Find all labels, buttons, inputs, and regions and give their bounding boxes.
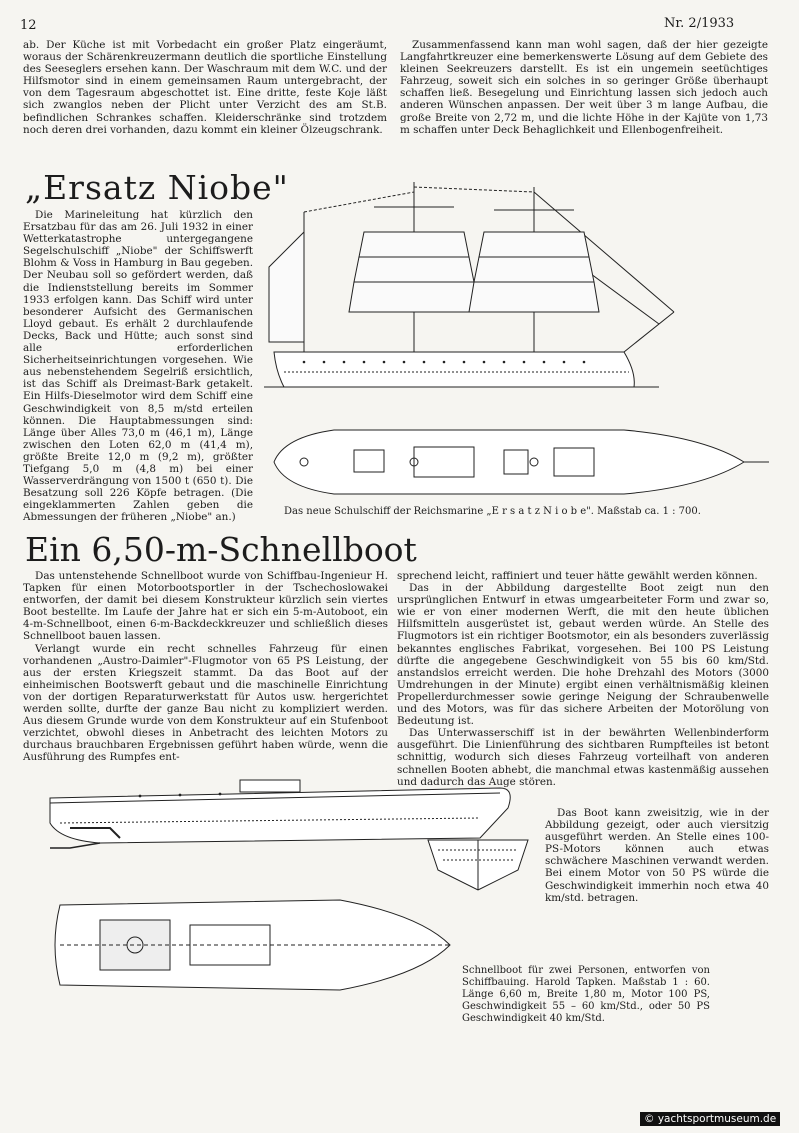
schnellboot-left-text — [23, 570, 388, 764]
paragraph: sprechend leicht, raffiniert und teuer hätte gewählt werden können. — [397, 570, 758, 582]
schnellboot-right-text — [397, 570, 769, 788]
schnellboot-title: Ein 6,50-m-Schnellboot — [25, 530, 417, 569]
paragraph: Das Unterwasserschiff ist in der bewährten Wellenbinderform ausgeführt. Die Linienführung des sichtbaren Rumpfteiles ist betont schnittig, wodurch sich dieses Fahrzeug vorteilhaft von anderen schnellen Booten abhebt, die manchmal etwas kastenmäßig aussehen und dadurch das Auge stören. — [397, 727, 769, 788]
niobe-title: „Ersatz Niobe" — [25, 168, 289, 207]
schnellboot-right-text-end: Das Boot kann zweisitzig, wie in der Abbildung gezeigt, oder auch viersitzig ausgeführt werden. An Stelle eines 100-PS-Motors können auch etwas schwächere Maschinen verwandt werden. Bei einem Motor von 50 PS würde die Geschwindigkeit immerhin noch etwa 40 km/std. betragen. — [545, 807, 769, 904]
paragraph: Das untenstehende Schnellboot wurde von Schiffbau-Ingenieur H. Tapken für einen Motorbootsportler in der Tschechoslowakei entworfen, der damit bei diesem Konstrukteur kürzlich sein viertes Boot bestellte. Im Laufe der Jahre hat er sich ein 5-m-Autoboot, ein 4-m-Schnellboot, einen 6-m-Backdeckkreuzer und schließlich dieses Schnellboot bauen lassen. — [23, 570, 388, 643]
top-right-text: Zusammenfassend kann man wohl sagen, daß der hier gezeigte Langfahrtkreuzer eine bemerkenswerte Lösung auf dem Gebiete des kleinen Seekreuzers darstellt. Es ist ein ungemein seetüchtiges Fahrzeug, soweit sich ein solches in so geringer Größe überhaupt schaffen ließ. Besegelung und Einrichtung lassen sich jedoch auch anderen Wünschen anpassen. Der weit über 3 m lange Aufbau, die große Breite von 2,72 m, und die lichte Höhe in der Kajüte von 1,73 m schaffen unter Deck Behaglichkeit und Ellenbogenfreiheit. — [400, 39, 768, 136]
ship-sail-plan-drawing — [264, 172, 774, 512]
issue-number: Nr. 2/1933 — [664, 16, 735, 31]
niobe-caption: Das neue Schulschiff der Reichsmarine „E r s a t z N i o b e". Maßstab ca. 1 : 700. — [284, 506, 701, 517]
page-number: 12 — [20, 18, 37, 33]
niobe-text: Die Marineleitung hat kürzlich den Ersatzbau für das am 26. Juli 1932 in einer Wetterkatastrophe untergegangene Segelschulschiff „Niobe" der Schiffswerft Blohm & Voss in Hamburg in Bau gegeben. Der Neubau soll so gefördert werden, daß die Indienststellung bereits im Sommer 1933 erfolgen kann. Das Schiff wird unter besonderer Aufsicht des Germanischen Lloyd gebaut. Es erhält 2 durchlaufende Decks, Back und Hütte; auch sonst sind alle erforderlichen Sicherheitseinrichtungen vorgesehen. Wie aus nebenstehendem Segelriß ersichtlich, ist das Schiff als Dreimast-Bark getakelt. Ein Hilfs-Dieselmotor wird dem Schiff eine Geschwindigkeit von 8,5 m/std erteilen können. Die Hauptabmessungen sind: Länge über Alles 73,0 m (46,1 m), Länge zwischen den Loten 62,0 m (41,4 m), größte Breite 12,0 m (9,2 m), größter Tiefgang 5,0 m (4,8 m) bei einer Wasserverdrängung von 1500 t (650 t). Die Besatzung soll 226 Köpfe betragen. (Die eingeklammerten Zahlen geben die Abmessungen der früheren „Niobe" an.) — [23, 209, 253, 524]
boat-plan-view-drawing — [40, 885, 460, 1005]
paragraph: Verlangt wurde ein recht schnelles Fahrzeug für einen vorhandenen „Austro-Daimler"-Flugmotor von 65 PS Leistung, der aus der ersten Kriegszeit stammt. Da das Boot auf der einheimischen Bootswerft gebaut und die maschinelle Einrichtung von der dortigen Reparaturwerkstatt für Autos usw. hergerichtet werden sollte, durfte der ganze Bau nicht zu kompliziert werden. Aus diesem Grunde wurde von dem Konstrukteur auf ein Stufenboot verzichtet, obwohl dieses in Anbetracht des leichten Motors zu durchaus brauchbaren Ergebnissen geführt haben würde, wenn die Ausführung des Rumpfes ent- — [23, 642, 388, 764]
paragraph: Das in der Abbildung dargestellte Boot zeigt nun den ursprünglichen Entwurf in etwas umgearbeiteter Form und zwar so, wie er von einer modernen Werft, die mit den heute üblichen Hilfsmitteln ausgerüstet ist, gebaut werden würde. An Stelle des Flugmotors ist ein richtiger Bootsmotor, ein als besonders zuverlässig bekanntes englisches Fabrikat, vorgesehen. Bei 100 PS Leistung dürfte die angegebene Geschwindigkeit von 55 bis 60 km/Std. anstandslos erreicht werden. Die hohe Drehzahl des Motors (3000 Umdrehungen in der Minute) ergibt einen verhältnismäßig kleinen Propellerdurchmesser sowie geringe Neigung der Schraubenwelle und des Motors, was für das sichere Arbeiten der Motorölung von Bedeutung ist. — [397, 582, 769, 728]
top-left-text: ab. Der Küche ist mit Vorbedacht ein großer Platz eingeräumt, woraus der Schärenkreuzermann deutlich die sportliche Einstellung des Seeseglers ersehen kann. Der Waschraum mit dem W.C. und der Hilfsmotor sind in einem gemeinsamen Raum untergebracht, der von dem Tagesraum abgeschottet ist. Eine dritte, feste Koje läßt sich zwanglos neben der Plicht unter Verzicht des am St.B. befindlichen Schrankes schaffen. Kleiderschränke sind trotzdem noch deren drei vorhanden, dazu kommt ein kleiner Ölzeugschrank. — [23, 39, 387, 136]
schnellboot-caption: Schnellboot für zwei Personen, entworfen von Schiffbauing. Harold Tapken. Maßstab 1 : 60. Länge 6,60 m, Breite 1,80 m, Motor 100 PS, Geschwindigkeit 55 – 60 km/Std., oder 50 PS Geschwindigkeit 40 km/Std. — [462, 965, 710, 1024]
copyright-credit: © yachtsportmuseum.de — [640, 1112, 780, 1126]
